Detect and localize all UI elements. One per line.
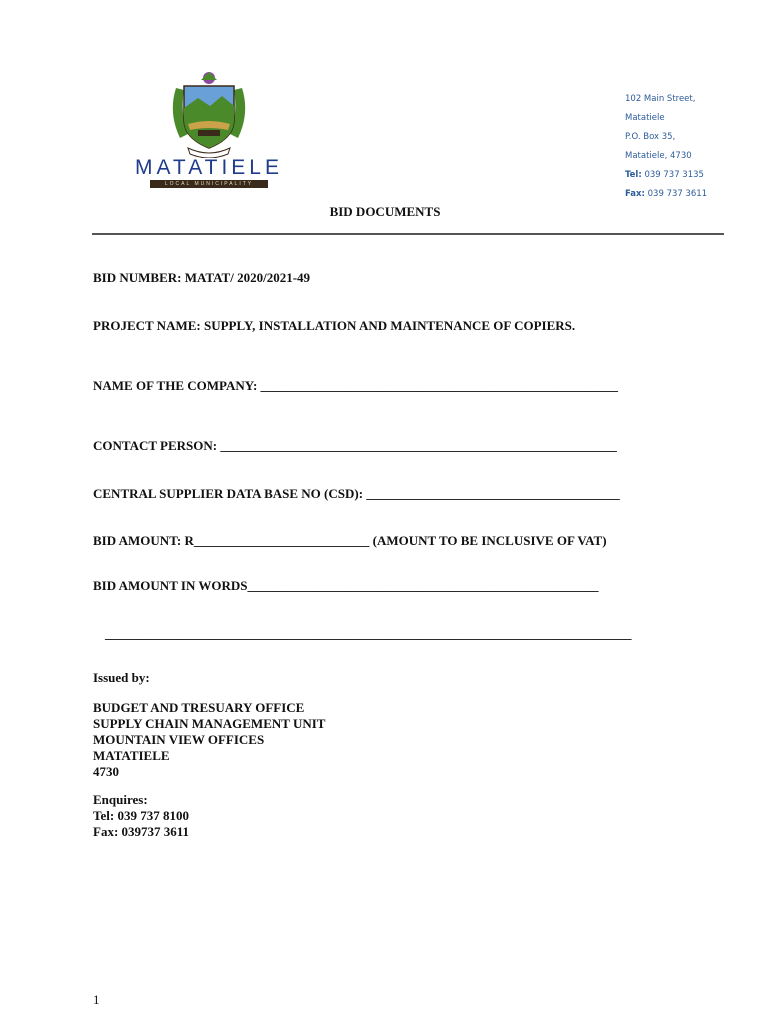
- tel-label: Tel:: [625, 170, 642, 180]
- address-block: [625, 90, 707, 204]
- tel-value: 039 737 3135: [644, 170, 704, 180]
- logo-tagline: LOCAL MUNICIPALITY: [150, 180, 268, 188]
- bid-amount-words-continuation[interactable]: _________________________________________________________________________________: [105, 626, 632, 641]
- enquires-label: Enquires:: [93, 792, 148, 807]
- enquires-fax: Fax: 039737 3611: [93, 824, 190, 839]
- address-fax: [625, 185, 707, 204]
- address-tel: [625, 166, 707, 185]
- address-line: Matatiele: [625, 113, 665, 123]
- address-line: 102 Main Street,: [625, 94, 696, 104]
- bid-amount-words-field[interactable]: BID AMOUNT IN WORDS______________________________________________________: [93, 578, 599, 593]
- issued-by-label: Issued by:: [93, 670, 150, 685]
- issuer-line: MOUNTAIN VIEW OFFICES: [93, 732, 265, 747]
- bid-amount-field[interactable]: BID AMOUNT: R___________________________ (AMOUNT TO BE INCLUSIVE OF VAT): [93, 533, 607, 548]
- crest-icon: [118, 68, 300, 158]
- enquires-block: [93, 792, 189, 840]
- title-divider: [92, 233, 724, 235]
- issuer-line: SUPPLY CHAIN MANAGEMENT UNIT: [93, 716, 326, 731]
- address-line: P.O. Box 35,: [625, 132, 676, 142]
- bid-number: BID NUMBER: MATAT/ 2020/2021-49: [93, 270, 311, 285]
- logo-wordmark: MATATIELE: [134, 156, 283, 179]
- page-number: 1: [93, 992, 100, 1007]
- enquires-tel: Tel: 039 737 8100: [93, 808, 189, 823]
- project-name: PROJECT NAME: SUPPLY, INSTALLATION AND MAINTENANCE OF COPIERS.: [93, 318, 576, 333]
- issuer-line: MATATIELE: [93, 748, 170, 763]
- issuer-line: 4730: [93, 764, 119, 779]
- document-title: BID DOCUMENTS: [329, 204, 441, 219]
- csd-number-field[interactable]: CENTRAL SUPPLIER DATA BASE NO (CSD): _______________________________________: [93, 486, 620, 501]
- fax-value: 039 737 3611: [647, 189, 708, 199]
- contact-person-field[interactable]: CONTACT PERSON: _____________________________________________________________: [93, 438, 617, 453]
- issuer-line: BUDGET AND TRESUARY OFFICE: [93, 700, 305, 715]
- address-line: Matatiele, 4730: [625, 151, 692, 161]
- fax-label: Fax:: [625, 189, 645, 199]
- issuer-block: [93, 700, 325, 780]
- company-name-field[interactable]: NAME OF THE COMPANY: _______________________________________________________: [93, 378, 619, 393]
